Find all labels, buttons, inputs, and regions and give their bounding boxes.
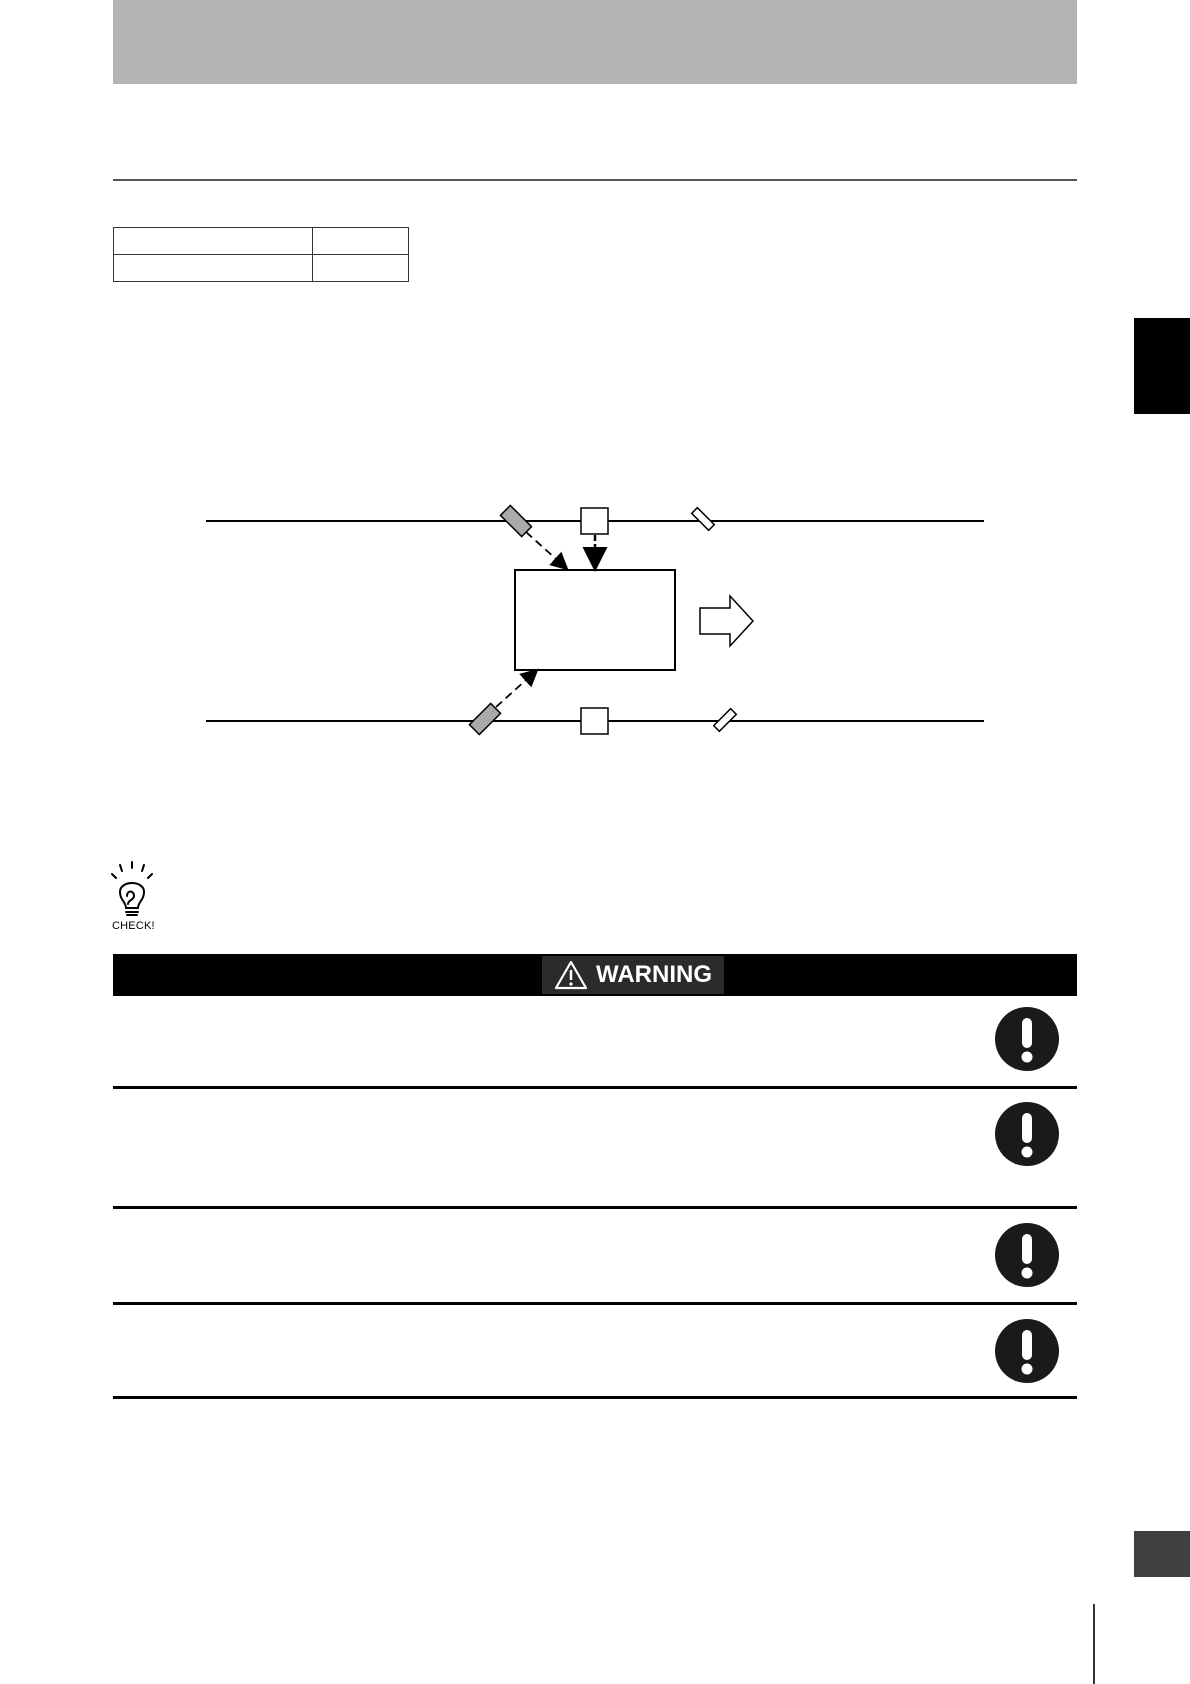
warning-row-text: [113, 1000, 973, 1080]
page-header-band: [113, 0, 1077, 84]
warning-row-text: [113, 1310, 973, 1390]
workpiece-box: [515, 570, 675, 670]
warning-row-text: [113, 1214, 973, 1294]
installation-diagram: [200, 500, 1000, 750]
table-cell: [313, 228, 409, 255]
direction-arrow-icon: [700, 596, 753, 646]
beam-diagonal-top: [526, 532, 566, 568]
warning-row-divider: [113, 1086, 1077, 1089]
warning-row-divider: [113, 1302, 1077, 1305]
warning-row-divider: [113, 1396, 1077, 1399]
table-cell: [313, 255, 409, 282]
mandatory-exclamation-icon: [994, 1318, 1060, 1384]
warning-label: WARNING: [596, 961, 712, 988]
reflector-top: [692, 508, 715, 531]
warning-label-box: [542, 956, 724, 994]
mandatory-exclamation-icon: [994, 1006, 1060, 1072]
receiver-sensor-bottom: [581, 708, 608, 734]
spec-table: [113, 227, 409, 282]
mandatory-exclamation-icon: [994, 1101, 1060, 1167]
warning-row-divider: [113, 1206, 1077, 1209]
warning-triangle-icon: [554, 960, 588, 990]
receiver-sensor-top: [581, 508, 608, 534]
page-number-tab: [1134, 1531, 1190, 1577]
warning-row-text: [113, 1094, 973, 1204]
beam-diagonal-bottom: [496, 671, 536, 707]
chapter-side-tab: [1134, 318, 1190, 414]
page-footer-rule: [1093, 1604, 1095, 1684]
mandatory-exclamation-icon: [994, 1222, 1060, 1288]
table-cell: [114, 228, 313, 255]
section-title-rule: [113, 179, 1077, 181]
table-row: [114, 228, 409, 255]
table-row: [114, 255, 409, 282]
emitter-sensor-bottom: [469, 703, 500, 734]
table-cell: [114, 255, 313, 282]
check-label: CHECK!: [112, 920, 155, 932]
